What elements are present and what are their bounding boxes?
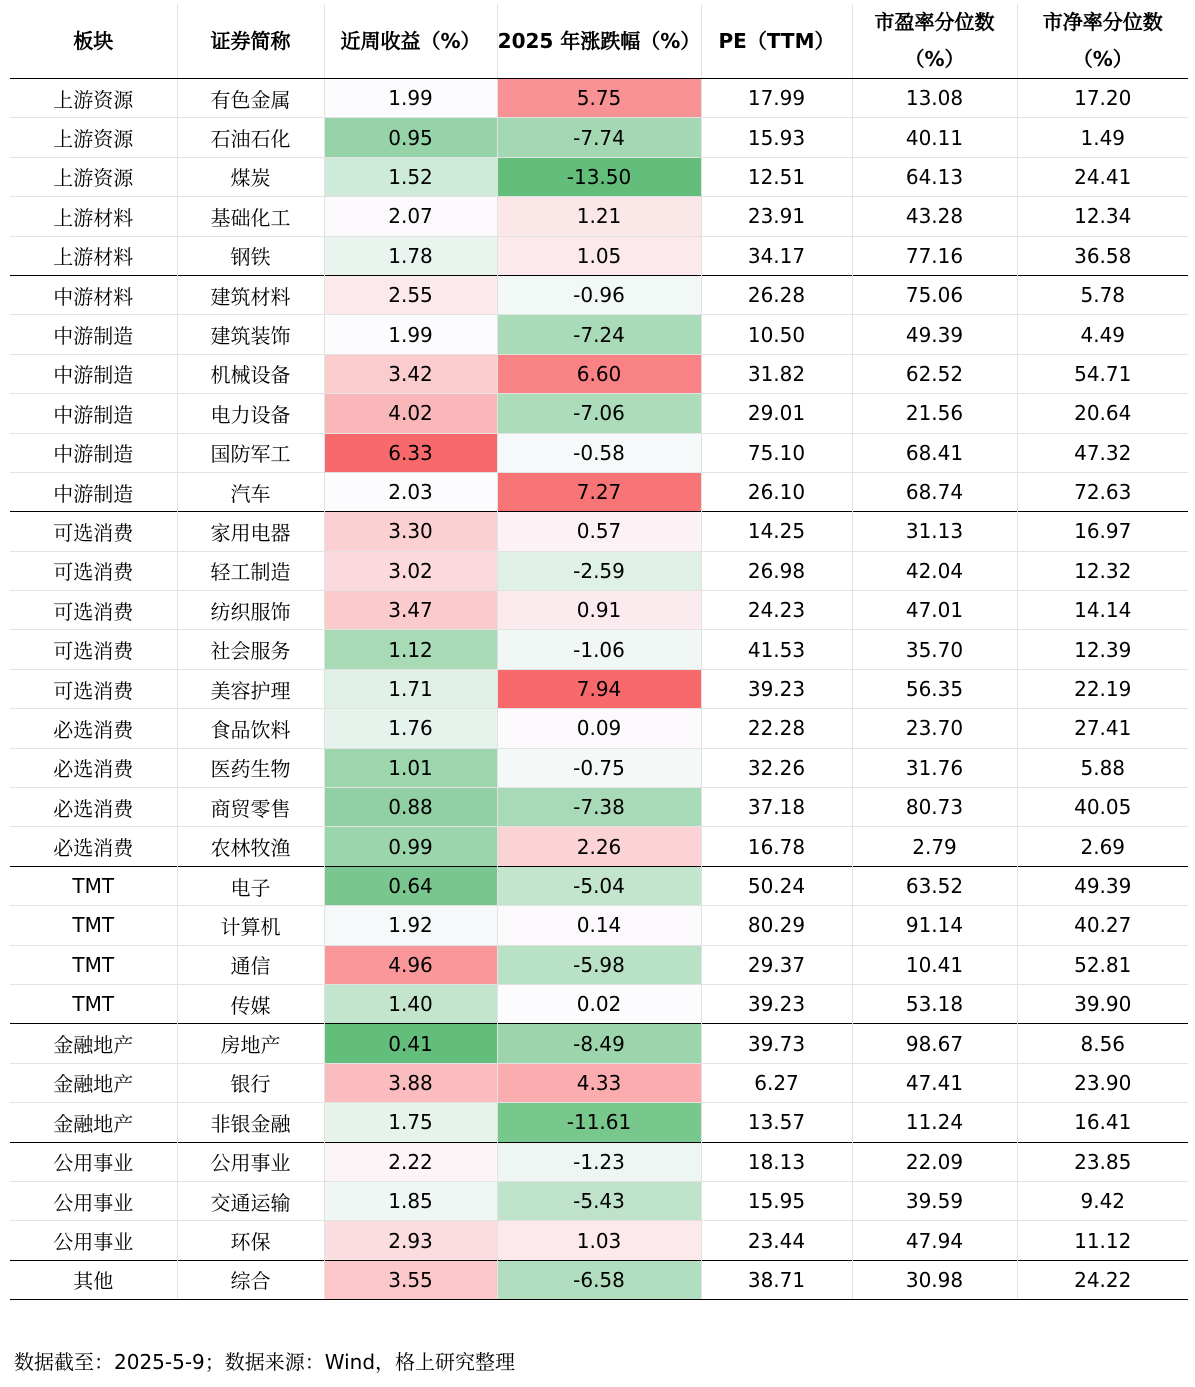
pb-percentile-cell: 14.14: [1017, 591, 1188, 630]
pe-ttm-cell: 10.50: [701, 315, 852, 354]
table-body: [10, 79, 1188, 1300]
security-name-cell: 通信: [177, 945, 324, 984]
pb-percentile-cell: 72.63: [1017, 472, 1188, 511]
security-name-cell: 家用电器: [177, 512, 324, 551]
pb-percentile-cell: 23.90: [1017, 1063, 1188, 1102]
pe-percentile-cell: 77.16: [852, 236, 1017, 275]
weekly-return-cell: 1.75: [324, 1103, 497, 1142]
ytd-change-cell: -5.43: [497, 1181, 701, 1220]
pe-ttm-cell: 24.23: [701, 591, 852, 630]
table-row: [10, 236, 1188, 275]
sector-cell: 其他: [10, 1260, 177, 1299]
pe-percentile-cell: 53.18: [852, 984, 1017, 1023]
security-name-cell: 环保: [177, 1221, 324, 1260]
table-row: [10, 827, 1188, 866]
pb-percentile-cell: 27.41: [1017, 709, 1188, 748]
pe-ttm-cell: 23.91: [701, 197, 852, 236]
table-row: [10, 354, 1188, 393]
sector-cell: 中游制造: [10, 394, 177, 433]
weekly-return-cell: 1.78: [324, 236, 497, 275]
pe-ttm-cell: 17.99: [701, 79, 852, 118]
ytd-change-cell: -7.38: [497, 788, 701, 827]
pb-percentile-cell: 5.78: [1017, 275, 1188, 314]
ytd-change-cell: 0.57: [497, 512, 701, 551]
weekly-return-cell: 2.07: [324, 197, 497, 236]
ytd-change-cell: 5.75: [497, 79, 701, 118]
weekly-return-cell: 0.88: [324, 788, 497, 827]
weekly-return-cell: 2.55: [324, 275, 497, 314]
table-row: [10, 1024, 1188, 1063]
weekly-return-cell: 4.96: [324, 945, 497, 984]
table-row: [10, 1181, 1188, 1220]
weekly-return-cell: 3.47: [324, 591, 497, 630]
ytd-change-cell: 2.26: [497, 827, 701, 866]
table-row: [10, 197, 1188, 236]
security-name-cell: 社会服务: [177, 630, 324, 669]
security-name-cell: 轻工制造: [177, 551, 324, 590]
security-name-cell: 非银金融: [177, 1103, 324, 1142]
pb-percentile-cell: 16.97: [1017, 512, 1188, 551]
weekly-return-cell: 1.76: [324, 709, 497, 748]
pb-percentile-cell: 8.56: [1017, 1024, 1188, 1063]
security-name-cell: 汽车: [177, 472, 324, 511]
security-name-cell: 医药生物: [177, 748, 324, 787]
weekly-return-cell: 0.41: [324, 1024, 497, 1063]
pe-percentile-cell: 64.13: [852, 157, 1017, 196]
pb-percentile-cell: 49.39: [1017, 866, 1188, 905]
header-weekly-return: 近周收益（%）: [324, 4, 497, 79]
pe-ttm-cell: 26.28: [701, 275, 852, 314]
table-row: [10, 157, 1188, 196]
pe-percentile-cell: 43.28: [852, 197, 1017, 236]
pe-percentile-cell: 68.41: [852, 433, 1017, 472]
pb-percentile-cell: 24.22: [1017, 1260, 1188, 1299]
pe-percentile-cell: 91.14: [852, 906, 1017, 945]
pe-percentile-cell: 63.52: [852, 866, 1017, 905]
ytd-change-cell: -5.04: [497, 866, 701, 905]
security-name-cell: 综合: [177, 1260, 324, 1299]
ytd-change-cell: 1.03: [497, 1221, 701, 1260]
security-name-cell: 机械设备: [177, 354, 324, 393]
pb-percentile-cell: 22.19: [1017, 669, 1188, 708]
sector-cell: TMT: [10, 984, 177, 1023]
weekly-return-cell: 3.42: [324, 354, 497, 393]
pe-ttm-cell: 15.95: [701, 1181, 852, 1220]
weekly-return-cell: 3.30: [324, 512, 497, 551]
sector-cell: 中游制造: [10, 315, 177, 354]
ytd-change-cell: 0.91: [497, 591, 701, 630]
pb-percentile-cell: 2.69: [1017, 827, 1188, 866]
pe-ttm-cell: 39.73: [701, 1024, 852, 1063]
weekly-return-cell: 1.01: [324, 748, 497, 787]
pb-percentile-cell: 40.27: [1017, 906, 1188, 945]
ytd-change-cell: 7.27: [497, 472, 701, 511]
ytd-change-cell: -13.50: [497, 157, 701, 196]
security-name-cell: 传媒: [177, 984, 324, 1023]
weekly-return-cell: 1.52: [324, 157, 497, 196]
pe-percentile-cell: 11.24: [852, 1103, 1017, 1142]
pe-ttm-cell: 38.71: [701, 1260, 852, 1299]
pe-ttm-cell: 18.13: [701, 1142, 852, 1181]
pe-ttm-cell: 32.26: [701, 748, 852, 787]
table-row: [10, 945, 1188, 984]
ytd-change-cell: -0.75: [497, 748, 701, 787]
security-name-cell: 建筑装饰: [177, 315, 324, 354]
sector-cell: 必选消费: [10, 827, 177, 866]
weekly-return-cell: 3.88: [324, 1063, 497, 1102]
sector-cell: 金融地产: [10, 1103, 177, 1142]
sector-cell: 可选消费: [10, 551, 177, 590]
table-row: [10, 1103, 1188, 1142]
pb-percentile-cell: 20.64: [1017, 394, 1188, 433]
security-name-cell: 纺织服饰: [177, 591, 324, 630]
security-name-cell: 银行: [177, 1063, 324, 1102]
security-name-cell: 煤炭: [177, 157, 324, 196]
pe-ttm-cell: 75.10: [701, 433, 852, 472]
pe-ttm-cell: 31.82: [701, 354, 852, 393]
pe-percentile-cell: 47.41: [852, 1063, 1017, 1102]
weekly-return-cell: 6.33: [324, 433, 497, 472]
security-name-cell: 商贸零售: [177, 788, 324, 827]
pb-percentile-cell: 39.90: [1017, 984, 1188, 1023]
sector-cell: 上游材料: [10, 236, 177, 275]
sector-cell: 中游制造: [10, 472, 177, 511]
security-name-cell: 石油石化: [177, 118, 324, 157]
pb-percentile-cell: 23.85: [1017, 1142, 1188, 1181]
weekly-return-cell: 3.55: [324, 1260, 497, 1299]
sector-cell: 上游材料: [10, 197, 177, 236]
pb-percentile-cell: 5.88: [1017, 748, 1188, 787]
header-ytd-change: 2025 年涨跌幅（%）: [497, 4, 701, 79]
weekly-return-cell: 2.93: [324, 1221, 497, 1260]
pb-percentile-cell: 12.34: [1017, 197, 1188, 236]
pe-percentile-cell: 47.94: [852, 1221, 1017, 1260]
header-sector: 板块: [10, 4, 177, 79]
sector-cell: 可选消费: [10, 669, 177, 708]
pe-percentile-cell: 49.39: [852, 315, 1017, 354]
pe-percentile-cell: 75.06: [852, 275, 1017, 314]
ytd-change-cell: -1.23: [497, 1142, 701, 1181]
pb-percentile-cell: 24.41: [1017, 157, 1188, 196]
sector-cell: 必选消费: [10, 788, 177, 827]
pe-percentile-cell: 10.41: [852, 945, 1017, 984]
sector-cell: 可选消费: [10, 591, 177, 630]
weekly-return-cell: 4.02: [324, 394, 497, 433]
ytd-change-cell: -11.61: [497, 1103, 701, 1142]
pe-percentile-cell: 80.73: [852, 788, 1017, 827]
table-row: [10, 118, 1188, 157]
weekly-return-cell: 1.12: [324, 630, 497, 669]
weekly-return-cell: 0.95: [324, 118, 497, 157]
table-row: [10, 591, 1188, 630]
pe-percentile-cell: 35.70: [852, 630, 1017, 669]
pe-ttm-cell: 39.23: [701, 984, 852, 1023]
pe-percentile-cell: 39.59: [852, 1181, 1017, 1220]
security-name-cell: 美容护理: [177, 669, 324, 708]
table-row: [10, 1221, 1188, 1260]
ytd-change-cell: 1.21: [497, 197, 701, 236]
table-row: [10, 1063, 1188, 1102]
pb-percentile-cell: 47.32: [1017, 433, 1188, 472]
sector-cell: 可选消费: [10, 512, 177, 551]
security-name-cell: 交通运输: [177, 1181, 324, 1220]
pe-percentile-cell: 68.74: [852, 472, 1017, 511]
sector-cell: 必选消费: [10, 709, 177, 748]
weekly-return-cell: 1.85: [324, 1181, 497, 1220]
table-row: [10, 984, 1188, 1023]
sector-cell: TMT: [10, 906, 177, 945]
pe-ttm-cell: 15.93: [701, 118, 852, 157]
sector-cell: 可选消费: [10, 630, 177, 669]
ytd-change-cell: -0.96: [497, 275, 701, 314]
table-row: [10, 275, 1188, 314]
pe-percentile-cell: 31.76: [852, 748, 1017, 787]
header-pe-ttm: PE（TTM）: [701, 4, 852, 79]
ytd-change-cell: -6.58: [497, 1260, 701, 1299]
sector-cell: 中游制造: [10, 354, 177, 393]
ytd-change-cell: -5.98: [497, 945, 701, 984]
ytd-change-cell: 1.05: [497, 236, 701, 275]
pb-percentile-cell: 4.49: [1017, 315, 1188, 354]
pe-ttm-cell: 80.29: [701, 906, 852, 945]
pb-percentile-cell: 9.42: [1017, 1181, 1188, 1220]
pe-ttm-cell: 29.01: [701, 394, 852, 433]
pe-percentile-cell: 22.09: [852, 1142, 1017, 1181]
weekly-return-cell: 2.22: [324, 1142, 497, 1181]
ytd-change-cell: 4.33: [497, 1063, 701, 1102]
security-name-cell: 房地产: [177, 1024, 324, 1063]
table-row: [10, 1142, 1188, 1181]
ytd-change-cell: 0.02: [497, 984, 701, 1023]
ytd-change-cell: -7.06: [497, 394, 701, 433]
pb-percentile-cell: 52.81: [1017, 945, 1188, 984]
pe-ttm-cell: 6.27: [701, 1063, 852, 1102]
sector-performance-table: [10, 4, 1188, 1300]
sector-cell: 公用事业: [10, 1142, 177, 1181]
table-row: [10, 709, 1188, 748]
security-name-cell: 国防军工: [177, 433, 324, 472]
header-pb-percentile: 市净率分位数（%）: [1017, 4, 1188, 79]
pb-percentile-cell: 36.58: [1017, 236, 1188, 275]
ytd-change-cell: 0.14: [497, 906, 701, 945]
security-name-cell: 食品饮料: [177, 709, 324, 748]
ytd-change-cell: 7.94: [497, 669, 701, 708]
pe-percentile-cell: 21.56: [852, 394, 1017, 433]
pb-percentile-cell: 40.05: [1017, 788, 1188, 827]
table-row: [10, 630, 1188, 669]
pe-ttm-cell: 22.28: [701, 709, 852, 748]
header-pe-percentile: 市盈率分位数（%）: [852, 4, 1017, 79]
table-row: [10, 669, 1188, 708]
ytd-change-cell: -7.24: [497, 315, 701, 354]
table-row: [10, 394, 1188, 433]
pb-percentile-cell: 54.71: [1017, 354, 1188, 393]
pe-percentile-cell: 13.08: [852, 79, 1017, 118]
pe-ttm-cell: 14.25: [701, 512, 852, 551]
sector-cell: 金融地产: [10, 1063, 177, 1102]
weekly-return-cell: 3.02: [324, 551, 497, 590]
pe-percentile-cell: 62.52: [852, 354, 1017, 393]
security-name-cell: 有色金属: [177, 79, 324, 118]
pb-percentile-cell: 12.39: [1017, 630, 1188, 669]
pe-ttm-cell: 41.53: [701, 630, 852, 669]
ytd-change-cell: -8.49: [497, 1024, 701, 1063]
security-name-cell: 计算机: [177, 906, 324, 945]
weekly-return-cell: 1.71: [324, 669, 497, 708]
weekly-return-cell: 0.99: [324, 827, 497, 866]
weekly-return-cell: 0.64: [324, 866, 497, 905]
ytd-change-cell: -1.06: [497, 630, 701, 669]
pe-ttm-cell: 26.10: [701, 472, 852, 511]
sector-cell: 中游制造: [10, 433, 177, 472]
pe-ttm-cell: 29.37: [701, 945, 852, 984]
table-row: [10, 1260, 1188, 1299]
pe-ttm-cell: 34.17: [701, 236, 852, 275]
sector-cell: 公用事业: [10, 1221, 177, 1260]
ytd-change-cell: 6.60: [497, 354, 701, 393]
ytd-change-cell: 0.09: [497, 709, 701, 748]
pe-percentile-cell: 47.01: [852, 591, 1017, 630]
pb-percentile-cell: 17.20: [1017, 79, 1188, 118]
ytd-change-cell: -2.59: [497, 551, 701, 590]
sector-cell: 金融地产: [10, 1024, 177, 1063]
ytd-change-cell: -7.74: [497, 118, 701, 157]
pe-percentile-cell: 30.98: [852, 1260, 1017, 1299]
weekly-return-cell: 1.99: [324, 79, 497, 118]
pe-percentile-cell: 2.79: [852, 827, 1017, 866]
sector-cell: 必选消费: [10, 748, 177, 787]
table-row: [10, 906, 1188, 945]
weekly-return-cell: 1.99: [324, 315, 497, 354]
pe-ttm-cell: 37.18: [701, 788, 852, 827]
security-name-cell: 农林牧渔: [177, 827, 324, 866]
footnote: 数据截至：2025-5-9；数据来源：Wind，格上研究整理: [14, 1350, 516, 1374]
pe-ttm-cell: 13.57: [701, 1103, 852, 1142]
pe-ttm-cell: 39.23: [701, 669, 852, 708]
pe-percentile-cell: 40.11: [852, 118, 1017, 157]
pe-ttm-cell: 12.51: [701, 157, 852, 196]
security-name-cell: 电力设备: [177, 394, 324, 433]
sector-cell: 上游资源: [10, 157, 177, 196]
table-row: [10, 512, 1188, 551]
pe-ttm-cell: 23.44: [701, 1221, 852, 1260]
pe-percentile-cell: 98.67: [852, 1024, 1017, 1063]
weekly-return-cell: 1.92: [324, 906, 497, 945]
table-row: [10, 748, 1188, 787]
ytd-change-cell: -0.58: [497, 433, 701, 472]
sector-cell: 上游资源: [10, 118, 177, 157]
table-row: [10, 866, 1188, 905]
pb-percentile-cell: 12.32: [1017, 551, 1188, 590]
security-name-cell: 公用事业: [177, 1142, 324, 1181]
sector-cell: TMT: [10, 866, 177, 905]
sector-cell: TMT: [10, 945, 177, 984]
sector-cell: 上游资源: [53, 87, 134, 112]
table-row: [10, 788, 1188, 827]
table-row: [10, 315, 1188, 354]
security-name-cell: 基础化工: [177, 197, 324, 236]
table-header-row: [10, 4, 1188, 79]
weekly-return-cell: 1.40: [324, 984, 497, 1023]
security-name-cell: 建筑材料: [177, 275, 324, 314]
pe-percentile-cell: 31.13: [852, 512, 1017, 551]
pb-percentile-cell: 16.41: [1017, 1103, 1188, 1142]
pe-ttm-cell: 16.78: [701, 827, 852, 866]
table-row: [10, 433, 1188, 472]
sector-cell: 公用事业: [10, 1181, 177, 1220]
pe-percentile-cell: 23.70: [852, 709, 1017, 748]
security-name-cell: 电子: [177, 866, 324, 905]
pb-percentile-cell: 11.12: [1017, 1221, 1188, 1260]
pe-percentile-cell: 56.35: [852, 669, 1017, 708]
pe-ttm-cell: 26.98: [701, 551, 852, 590]
sector-cell: 中游材料: [10, 275, 177, 314]
table-row: [10, 79, 1188, 118]
table-row: [10, 551, 1188, 590]
pb-percentile-cell: 1.49: [1017, 118, 1188, 157]
security-name-cell: 钢铁: [177, 236, 324, 275]
table-row: [10, 472, 1188, 511]
header-security-name: 证券简称: [177, 4, 324, 79]
pe-percentile-cell: 42.04: [852, 551, 1017, 590]
weekly-return-cell: 2.03: [324, 472, 497, 511]
pe-ttm-cell: 50.24: [701, 866, 852, 905]
